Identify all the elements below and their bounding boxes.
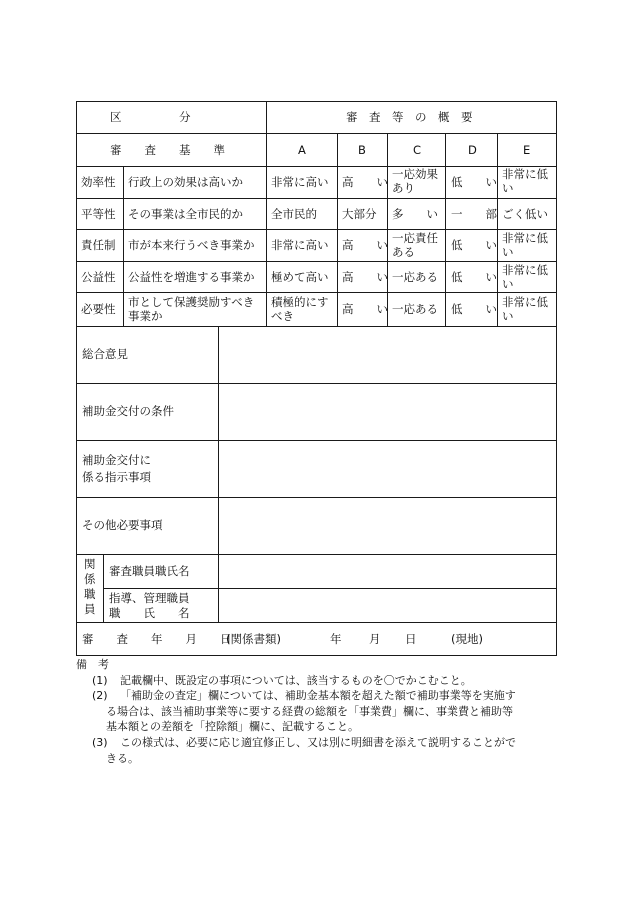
month-label: 月 bbox=[369, 632, 381, 646]
instructions-field[interactable] bbox=[220, 442, 555, 496]
grade-d-header: D bbox=[468, 143, 477, 157]
grade-c-header: C bbox=[413, 143, 422, 157]
manager-label: 職 氏 名 bbox=[109, 606, 190, 620]
manager-name-field[interactable] bbox=[220, 590, 555, 621]
grade-e-cell: ごく低い bbox=[502, 207, 548, 221]
site-label: (現地) bbox=[451, 632, 483, 646]
rule bbox=[103, 554, 104, 622]
note-text: 基本額との差額を「控除額」欄に、記載すること。 bbox=[106, 720, 359, 733]
row-label: 責任制 bbox=[81, 238, 116, 252]
row-criterion: 公益性を増進する事業か bbox=[128, 270, 255, 284]
header-overview: 審 査 等 の 概 要 bbox=[346, 110, 473, 124]
grade-c-cell: あり bbox=[392, 181, 415, 195]
grade-b-cell: 大部分 bbox=[342, 207, 377, 221]
row-label: 公益性 bbox=[81, 270, 116, 284]
review-date-label: 審 査 年 月 日 bbox=[82, 632, 232, 646]
grade-e-cell: い bbox=[502, 309, 514, 323]
rule bbox=[218, 326, 219, 622]
grade-c-cell: 一応効果 bbox=[392, 167, 438, 181]
grade-d-cell: 一 部 bbox=[451, 207, 497, 221]
staff-group-char: 員 bbox=[84, 602, 96, 616]
row-criterion: 市が本来行うべき事業か bbox=[128, 238, 255, 252]
note-text: る場合は、該当補助事業等に要する経費の総額を「事業費」欄に、事業費と補助等 bbox=[106, 705, 513, 718]
rule bbox=[76, 261, 557, 262]
header-criteria: 審 査 基 準 bbox=[110, 143, 225, 157]
grade-b-header: B bbox=[358, 143, 366, 157]
grade-e-cell: 非常に低 bbox=[502, 231, 548, 245]
grade-a-cell: 極めて高い bbox=[271, 270, 329, 284]
rule bbox=[76, 166, 557, 167]
related-docs-label: (関係書類) bbox=[226, 632, 281, 646]
grade-a-cell: 全市民的 bbox=[271, 207, 317, 221]
grade-a-cell: 非常に高い bbox=[271, 238, 329, 252]
note-text: きる。 bbox=[106, 752, 139, 765]
grade-d-cell: 低 い bbox=[451, 238, 497, 252]
rule bbox=[387, 133, 388, 327]
rule bbox=[76, 622, 557, 623]
rule bbox=[445, 133, 446, 327]
row-label: 効率性 bbox=[81, 175, 116, 189]
rule bbox=[76, 229, 557, 230]
grade-d-cell: 低 い bbox=[451, 270, 497, 284]
rule bbox=[76, 440, 557, 441]
rule bbox=[76, 383, 557, 384]
rule bbox=[103, 588, 557, 589]
grade-a-cell: 非常に高い bbox=[271, 175, 329, 189]
instructions-label: 係る指示事項 bbox=[82, 470, 151, 484]
grade-c-cell: 多 い bbox=[392, 207, 438, 221]
grade-e-cell: 非常に低 bbox=[502, 295, 548, 309]
grade-a-header: A bbox=[298, 143, 306, 157]
grade-c-cell: 一応ある bbox=[392, 270, 438, 284]
row-criterion: 市として保護奨励すべき bbox=[128, 295, 255, 309]
grade-a-cell: 積極的にす bbox=[271, 295, 329, 309]
grade-d-cell: 低 い bbox=[451, 175, 497, 189]
staff-group-label bbox=[84, 557, 98, 617]
note-number: (3) bbox=[92, 736, 108, 749]
note-text: 「補助金の査定」欄については、補助金基本額を超えた額で補助事業等を実施す bbox=[120, 689, 516, 702]
note-text: この様式は、必要に応じ適宜修正し、又は別に明細書を添えて説明することがで bbox=[120, 736, 516, 749]
note-number: (1) bbox=[92, 674, 108, 687]
overall-opinion-label: 総合意見 bbox=[82, 347, 128, 361]
row-criterion: 事業か bbox=[128, 309, 163, 323]
row-criterion: その事業は全市民的か bbox=[128, 207, 243, 221]
grade-e-cell: い bbox=[502, 181, 514, 195]
row-criterion: 行政上の効果は高いか bbox=[128, 175, 243, 189]
rule bbox=[123, 166, 124, 327]
staff-group-char: 職 bbox=[84, 587, 96, 601]
header-category: 区 分 bbox=[110, 110, 191, 124]
grade-b-cell: 高 い bbox=[342, 238, 388, 252]
grade-c-cell: 一応責任 bbox=[392, 231, 438, 245]
rule bbox=[76, 655, 557, 656]
grade-c-cell: ある bbox=[392, 245, 415, 259]
year-label: 年 bbox=[330, 632, 342, 646]
rule bbox=[76, 133, 557, 134]
rule bbox=[337, 133, 338, 327]
note-number: (2) bbox=[92, 689, 108, 702]
grade-e-cell: い bbox=[502, 277, 514, 291]
grade-e-cell: い bbox=[502, 245, 514, 259]
grade-b-cell: 高 い bbox=[342, 270, 388, 284]
rule bbox=[76, 554, 557, 555]
rule bbox=[497, 133, 498, 327]
other-matters-field[interactable] bbox=[220, 499, 555, 553]
other-matters-label: その他必要事項 bbox=[82, 518, 163, 532]
examiner-label: 審査職員職氏名 bbox=[109, 564, 190, 578]
row-label: 必要性 bbox=[81, 302, 116, 316]
manager-label: 指導、管理職員 bbox=[109, 591, 190, 605]
row-label: 平等性 bbox=[81, 207, 116, 221]
conditions-label: 補助金交付の条件 bbox=[82, 404, 174, 418]
rule bbox=[266, 101, 267, 327]
grade-e-cell: 非常に低 bbox=[502, 167, 548, 181]
rule bbox=[76, 497, 557, 498]
grade-e-cell: 非常に低 bbox=[502, 263, 548, 277]
rule bbox=[76, 101, 557, 102]
examiner-name-field[interactable] bbox=[220, 556, 555, 587]
overall-opinion-field[interactable] bbox=[220, 328, 555, 382]
rule bbox=[76, 101, 77, 656]
note-text: 記載欄中、既設定の事項については、該当するものを〇でかこむこと。 bbox=[120, 674, 472, 687]
staff-group-char: 係 bbox=[84, 572, 96, 586]
notes-title: 備 考 bbox=[76, 658, 109, 671]
instructions-label: 補助金交付に bbox=[82, 453, 151, 467]
rule bbox=[76, 198, 557, 199]
staff-group-char: 関 bbox=[84, 557, 96, 571]
rule bbox=[76, 292, 557, 293]
grade-d-cell: 低 い bbox=[451, 302, 497, 316]
rule bbox=[556, 101, 557, 656]
day-label: 日 bbox=[405, 632, 417, 646]
rule bbox=[76, 326, 557, 327]
conditions-field[interactable] bbox=[220, 385, 555, 439]
grade-c-cell: 一応ある bbox=[392, 302, 438, 316]
grade-b-cell: 高 い bbox=[342, 175, 388, 189]
grade-a-cell: べき bbox=[271, 309, 294, 323]
grade-e-header: E bbox=[523, 143, 531, 157]
grade-b-cell: 高 い bbox=[342, 302, 388, 316]
